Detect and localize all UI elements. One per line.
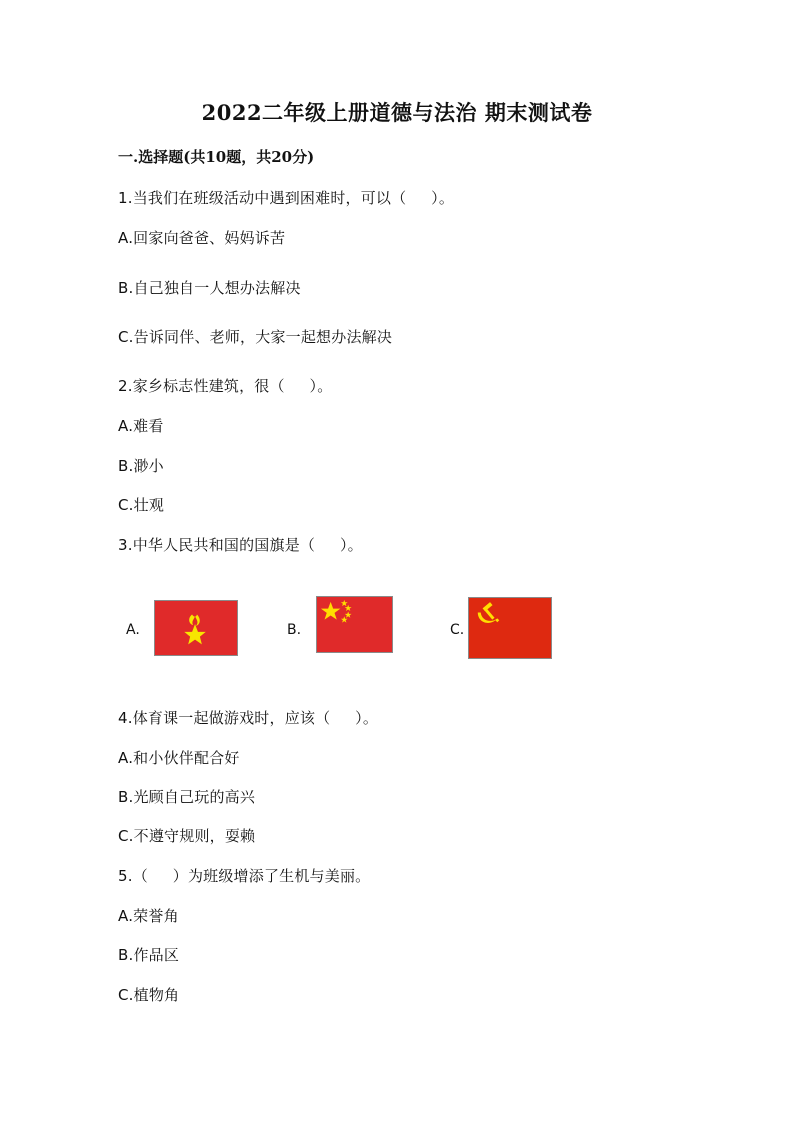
question-2-option-a[interactable]: A.难看 bbox=[118, 417, 164, 435]
question-3-option-c-label[interactable]: C. bbox=[450, 622, 465, 638]
question-1-option-b[interactable]: B.自己独自一人想办法解决 bbox=[118, 279, 301, 297]
question-3-option-a-label[interactable]: A. bbox=[126, 622, 140, 638]
question-1-option-a[interactable]: A.回家向爸爸、妈妈诉苦 bbox=[118, 229, 286, 247]
party-flag-icon[interactable] bbox=[468, 597, 552, 659]
question-5-option-b[interactable]: B.作品区 bbox=[118, 946, 180, 964]
young-pioneers-flag-icon[interactable] bbox=[154, 600, 238, 656]
page-title: 2022二年级上册道德与法治 期末测试卷 bbox=[201, 100, 593, 125]
question-5-option-a[interactable]: A.荣誉角 bbox=[118, 907, 179, 925]
question-5-option-c[interactable]: C.植物角 bbox=[118, 986, 180, 1004]
question-2-stem: 2.家乡标志性建筑，很（ ）。 bbox=[118, 377, 333, 395]
question-1-option-c[interactable]: C.告诉同伴、老师，大家一起想办法解决 bbox=[118, 328, 393, 346]
question-3-option-b-label[interactable]: B. bbox=[287, 622, 302, 638]
question-4-option-c[interactable]: C.不遵守规则，耍赖 bbox=[118, 827, 256, 845]
question-4-option-a[interactable]: A.和小伙伴配合好 bbox=[118, 749, 240, 767]
question-1-stem: 1.当我们在班级活动中遇到困难时，可以（ ）。 bbox=[118, 189, 455, 207]
question-3-stem: 3.中华人民共和国的国旗是（ ）。 bbox=[118, 536, 363, 554]
prc-national-flag-icon[interactable] bbox=[316, 596, 393, 653]
question-2-option-b[interactable]: B.渺小 bbox=[118, 457, 164, 475]
question-4-stem: 4.体育课一起做游戏时，应该（ ）。 bbox=[118, 709, 379, 727]
question-5-stem: 5.（ ）为班级增添了生机与美丽。 bbox=[118, 867, 371, 885]
section-heading: 一.选择题(共10题，共20分) bbox=[118, 148, 315, 166]
question-2-option-c[interactable]: C.壮观 bbox=[118, 496, 165, 514]
question-4-option-b[interactable]: B.光顾自己玩的高兴 bbox=[118, 788, 256, 806]
